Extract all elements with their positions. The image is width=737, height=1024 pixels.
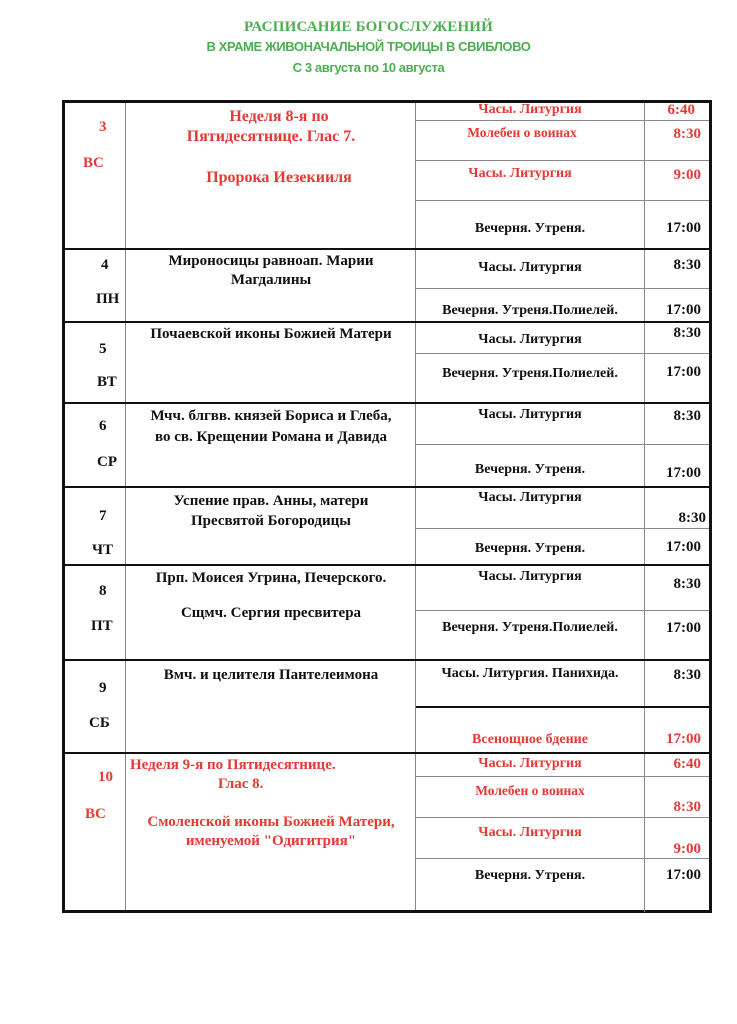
service-time: 17:00 xyxy=(666,620,701,636)
service-name: Часы. Литургия xyxy=(478,825,582,840)
weekday: ПН xyxy=(96,291,120,307)
service-time-cell xyxy=(644,161,709,200)
services-cell xyxy=(416,323,709,402)
service-time-cell xyxy=(644,103,709,120)
day-row-4 xyxy=(65,248,709,321)
service-name: Часы. Литургия xyxy=(478,332,582,347)
feast-line: Прп. Моисея Угрина, Печерского. xyxy=(155,570,387,586)
feast-line: Пророка Иезекииля xyxy=(206,169,352,186)
day-row-10 xyxy=(65,752,709,910)
service-time: 8:30 xyxy=(673,126,701,142)
feast-line: Мироносицы равноап. Марии xyxy=(168,253,374,269)
weekday: ПТ xyxy=(91,618,113,634)
service-time: 17:00 xyxy=(666,731,701,747)
feast-cell xyxy=(126,103,416,248)
service-time: 8:30 xyxy=(673,799,701,815)
service-time-cell xyxy=(644,250,709,288)
service-time: 8:30 xyxy=(673,257,701,273)
day-row-8 xyxy=(65,564,709,659)
feast-line: Неделя 8-я по xyxy=(229,108,329,125)
day-number: 6 xyxy=(99,418,107,434)
feast-cell xyxy=(126,661,416,752)
service-row xyxy=(416,528,709,566)
service-time: 17:00 xyxy=(666,302,701,318)
services-cell xyxy=(416,754,709,910)
feast-line: Успение прав. Анны, матери xyxy=(173,493,369,509)
service-row xyxy=(416,776,709,817)
day-number: 5 xyxy=(99,341,107,357)
service-time-cell xyxy=(644,859,709,912)
services-cell xyxy=(416,103,709,248)
service-name: Часы. Литургия. Панихида. xyxy=(441,666,619,681)
service-time-cell xyxy=(644,529,709,566)
service-name: Часы. Литургия xyxy=(478,756,582,771)
service-time-cell xyxy=(644,201,709,248)
service-time-cell xyxy=(644,323,709,353)
service-time-cell xyxy=(644,754,709,776)
feast-line: Смоленской иконы Божией Матери, xyxy=(147,814,395,830)
service-name: Часы. Литургия xyxy=(478,569,582,584)
service-name: Вечерня. Утреня. xyxy=(474,541,586,556)
service-name: Вечерня. Утреня. xyxy=(474,462,586,477)
day-row-6 xyxy=(65,402,709,486)
service-time-cell xyxy=(644,404,709,444)
date-cell xyxy=(65,404,126,486)
service-time: 8:30 xyxy=(673,408,701,424)
service-row xyxy=(416,250,709,288)
service-time-cell xyxy=(644,611,709,661)
weekday: ВС xyxy=(83,155,104,171)
date-cell xyxy=(65,754,126,910)
service-time: 6:40 xyxy=(673,756,701,772)
day-number: 9 xyxy=(99,680,107,696)
service-row xyxy=(416,288,709,323)
service-time-cell xyxy=(644,445,709,488)
service-row xyxy=(416,323,709,353)
service-time-cell xyxy=(644,566,709,610)
feast-line: именуемой "Одигитрия" xyxy=(185,833,357,849)
service-row xyxy=(416,103,709,120)
service-name: Вечерня. Утреня. xyxy=(474,221,586,236)
service-row xyxy=(416,444,709,488)
feast-line: Сщмч. Сергия пресвитера xyxy=(180,605,362,621)
date-cell xyxy=(65,250,126,321)
service-row xyxy=(416,353,709,404)
feast-cell xyxy=(126,754,416,910)
day-number: 7 xyxy=(99,508,107,524)
service-row xyxy=(416,661,709,706)
date-cell xyxy=(65,566,126,659)
services-cell xyxy=(416,566,709,659)
services-cell xyxy=(416,488,709,564)
feast-line: Пятидесятнице. Глас 7. xyxy=(186,128,356,145)
service-time: 9:00 xyxy=(673,167,701,183)
feast-cell xyxy=(126,323,416,402)
weekday: ВС xyxy=(85,806,106,822)
service-time: 9:00 xyxy=(673,841,701,857)
feast-line: Почаевской иконы Божией Матери xyxy=(150,326,392,342)
service-name: Молебен о воинах xyxy=(467,125,577,140)
day-row-5 xyxy=(65,321,709,402)
service-name: Часы. Литургия xyxy=(478,407,582,422)
service-time: 17:00 xyxy=(666,220,701,236)
service-name: Вечерня. Утреня.Полиелей. xyxy=(442,366,618,381)
service-time-cell xyxy=(644,661,709,706)
day-row-9 xyxy=(65,659,709,752)
service-time-cell xyxy=(644,289,709,323)
service-name: Вечерня. Утреня.Полиелей. xyxy=(442,303,618,318)
service-name: Часы. Литургия xyxy=(478,102,582,117)
feast-line: Вмч. и целителя Пантелеимона xyxy=(163,667,379,683)
service-time: 8:30 xyxy=(678,510,706,526)
service-row xyxy=(416,200,709,248)
service-row xyxy=(416,404,709,444)
feast-cell xyxy=(126,566,416,659)
day-row-3 xyxy=(65,103,709,248)
feast-line: Пресвятой Богородицы xyxy=(191,513,351,529)
date-cell xyxy=(65,103,126,248)
day-number: 3 xyxy=(99,119,107,135)
schedule-title: РАСПИСАНИЕ БОГОСЛУЖЕНИЙ xyxy=(243,19,494,35)
date-cell xyxy=(65,661,126,752)
feast-line: Глас 8. xyxy=(218,776,264,792)
weekday: СР xyxy=(97,454,117,470)
feast-line: Магдалины xyxy=(230,272,312,288)
feast-cell xyxy=(126,488,416,564)
service-time: 6:40 xyxy=(667,102,695,118)
day-number: 8 xyxy=(99,583,107,599)
service-row xyxy=(416,610,709,661)
service-row xyxy=(416,706,709,754)
service-time-cell xyxy=(644,354,709,404)
church-name: В ХРАМЕ ЖИВОНАЧАЛЬНОЙ ТРОИЦЫ В СВИБЛОВО xyxy=(206,39,531,54)
day-number: 10 xyxy=(98,769,113,785)
service-time: 8:30 xyxy=(673,325,701,341)
service-row xyxy=(416,120,709,160)
service-name: Вечерня. Утреня.Полиелей. xyxy=(442,620,618,635)
feast-line: Неделя 9-я по Пятидесятнице. xyxy=(130,757,336,773)
service-row xyxy=(416,160,709,200)
service-name: Всенощное бдение xyxy=(472,732,588,747)
day-row-7 xyxy=(65,486,709,564)
service-time: 17:00 xyxy=(666,539,701,555)
service-time: 17:00 xyxy=(666,465,701,481)
service-time: 17:00 xyxy=(666,867,701,883)
services-cell xyxy=(416,250,709,321)
weekday: ЧТ xyxy=(92,542,114,558)
service-time: 17:00 xyxy=(666,364,701,380)
service-row xyxy=(416,566,709,610)
service-name: Часы. Литургия xyxy=(478,490,582,505)
service-time-cell xyxy=(644,121,709,160)
feast-cell xyxy=(126,404,416,486)
service-row xyxy=(416,488,709,528)
service-row xyxy=(416,817,709,858)
service-row xyxy=(416,858,709,912)
service-row xyxy=(416,754,709,776)
services-cell xyxy=(416,404,709,486)
date-cell xyxy=(65,488,126,564)
service-time-cell xyxy=(644,777,709,817)
service-time-cell xyxy=(644,488,709,528)
weekday: ВТ xyxy=(97,374,117,390)
schedule-table xyxy=(62,100,712,913)
service-name: Часы. Литургия xyxy=(478,260,582,275)
service-name: Вечерня. Утреня. xyxy=(474,868,586,883)
date-cell xyxy=(65,323,126,402)
service-time: 8:30 xyxy=(673,576,701,592)
feast-cell xyxy=(126,250,416,321)
service-name: Молебен о воинах xyxy=(475,783,585,798)
day-number: 4 xyxy=(101,257,109,273)
date-range: С 3 августа по 10 августа xyxy=(292,60,445,75)
service-time: 8:30 xyxy=(673,667,701,683)
services-cell xyxy=(416,661,709,752)
weekday: СБ xyxy=(89,715,110,731)
service-time-cell xyxy=(644,818,709,858)
service-time-cell xyxy=(644,708,709,754)
feast-line: во св. Крещении Романа и Давида xyxy=(155,429,387,445)
service-name: Часы. Литургия xyxy=(468,166,572,181)
feast-line: Мчч. блгвв. князей Бориса и Глеба, xyxy=(150,408,392,424)
